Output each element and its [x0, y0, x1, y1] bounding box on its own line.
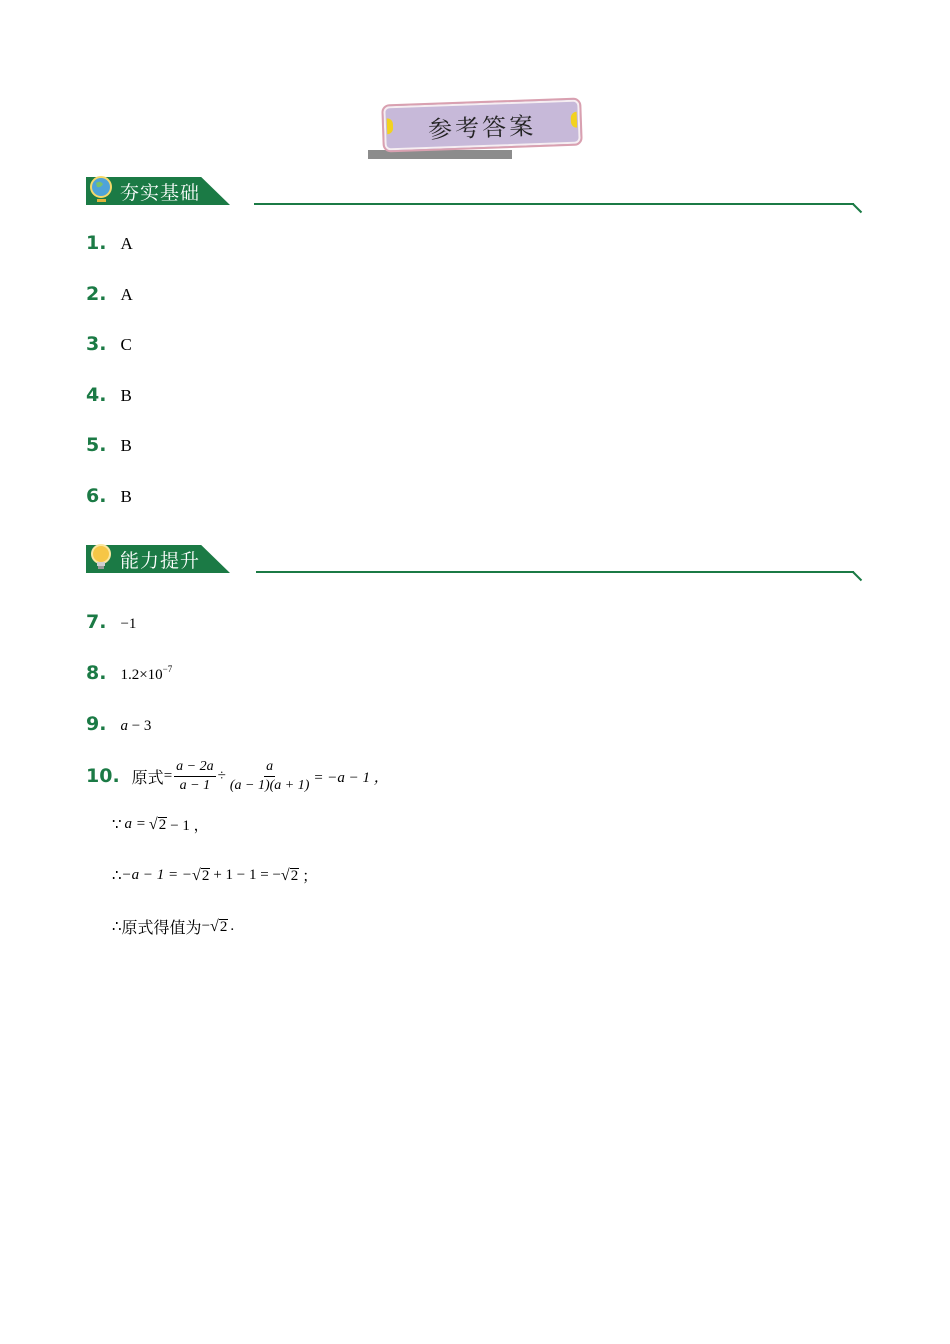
- fraction-1-numerator: a − 2a: [174, 759, 215, 777]
- line-3-mid: + 1 − 1 = −: [213, 867, 281, 883]
- answer-row: [86, 758, 389, 794]
- solution-line-4: [112, 915, 234, 938]
- fraction-2-denominator: (a − 1)(a + 1): [229, 777, 310, 793]
- answer-number: 3.: [86, 333, 107, 355]
- answer-row: [86, 662, 172, 686]
- fraction-2-numerator: a: [264, 759, 275, 777]
- radical-sign: √: [280, 866, 290, 884]
- answer-text: C: [120, 335, 132, 354]
- answer-text: −1: [120, 616, 137, 632]
- globe-icon: [88, 175, 114, 205]
- radical-sign: √: [192, 866, 201, 884]
- result: = −a − 1 ，: [313, 769, 389, 786]
- answer-expression: [120, 664, 172, 684]
- section-rule-advanced: [256, 571, 854, 573]
- therefore-symbol: ∴: [112, 919, 122, 935]
- answer-number: 5.: [86, 434, 107, 456]
- line-4-text: 原式得值为: [121, 918, 202, 937]
- title-banner: [381, 98, 583, 153]
- answer-number: 6.: [86, 485, 107, 507]
- expression-prefix: 原式: [131, 767, 164, 787]
- answer-row: [86, 283, 133, 307]
- answer-text: B: [120, 436, 132, 455]
- answer-number: 4.: [86, 384, 107, 406]
- answer-expression: [132, 759, 389, 794]
- answer-number: 7.: [86, 611, 107, 633]
- radicand: 2: [158, 816, 167, 833]
- line-3-tail: ；: [302, 869, 318, 885]
- banner-tab-right: [571, 112, 578, 128]
- sqrt-2: [192, 868, 210, 884]
- answer-row: [86, 434, 132, 458]
- line-2-lhs: a =: [124, 816, 146, 832]
- base: 10: [147, 667, 163, 683]
- banner-tab-left: [387, 118, 394, 134]
- radicand: 2: [201, 867, 210, 884]
- section-rule-hook-advanced: [852, 571, 862, 581]
- equals-sign: =: [163, 767, 173, 784]
- fraction-2: [228, 759, 312, 794]
- radical-sign: √: [148, 815, 158, 833]
- solution-line-3: [112, 865, 317, 886]
- because-symbol: ∵: [112, 817, 122, 833]
- answer-row: [86, 485, 132, 509]
- answer-row: [86, 333, 132, 357]
- sqrt-2: [281, 868, 299, 884]
- answer-number: 8.: [86, 662, 107, 684]
- answer-number: 2.: [86, 283, 107, 305]
- solution-line-2: [112, 814, 209, 835]
- answer-expression: [120, 718, 151, 735]
- section-rule-hook-basic: [852, 203, 862, 213]
- line-4-tail: .: [230, 918, 235, 934]
- section-label-advanced: 能力提升: [120, 550, 201, 572]
- times-sign: ×: [139, 667, 148, 683]
- answer-number: 9.: [86, 713, 107, 735]
- answer-text: A: [120, 285, 133, 304]
- lightbulb-icon: [88, 543, 114, 573]
- answer-row: [86, 713, 151, 737]
- answer-number: 1.: [86, 232, 107, 254]
- fraction-1-denominator: a − 1: [179, 777, 211, 793]
- line-2-tail: − 1 ，: [170, 818, 209, 834]
- mantissa: 1.2: [120, 667, 140, 683]
- line-3-lhs: −a − 1 = −: [121, 867, 193, 883]
- variable: a: [120, 718, 128, 734]
- answer-text: A: [120, 234, 133, 253]
- answer-row: [86, 611, 136, 635]
- division-sign: ÷: [217, 767, 226, 784]
- sqrt-2: [210, 919, 228, 935]
- minus-sign: −: [201, 918, 211, 934]
- answer-text: B: [120, 487, 132, 506]
- radicand: 2: [290, 867, 299, 884]
- exponent: −7: [162, 664, 173, 674]
- radical-sign: √: [210, 917, 219, 935]
- section-rule-basic: [254, 203, 854, 205]
- expression-rest: − 3: [127, 718, 152, 734]
- section-label-basic: 夯实基础: [120, 182, 201, 204]
- answer-text: B: [120, 386, 132, 405]
- answer-number: 10.: [86, 765, 120, 787]
- fraction-1: [174, 759, 215, 794]
- answer-row: [86, 232, 133, 256]
- sqrt-2: [149, 817, 167, 833]
- radicand: 2: [219, 918, 228, 935]
- therefore-symbol: ∴: [112, 868, 122, 884]
- page-title: 参考答案: [427, 111, 537, 144]
- answer-row: [86, 384, 132, 408]
